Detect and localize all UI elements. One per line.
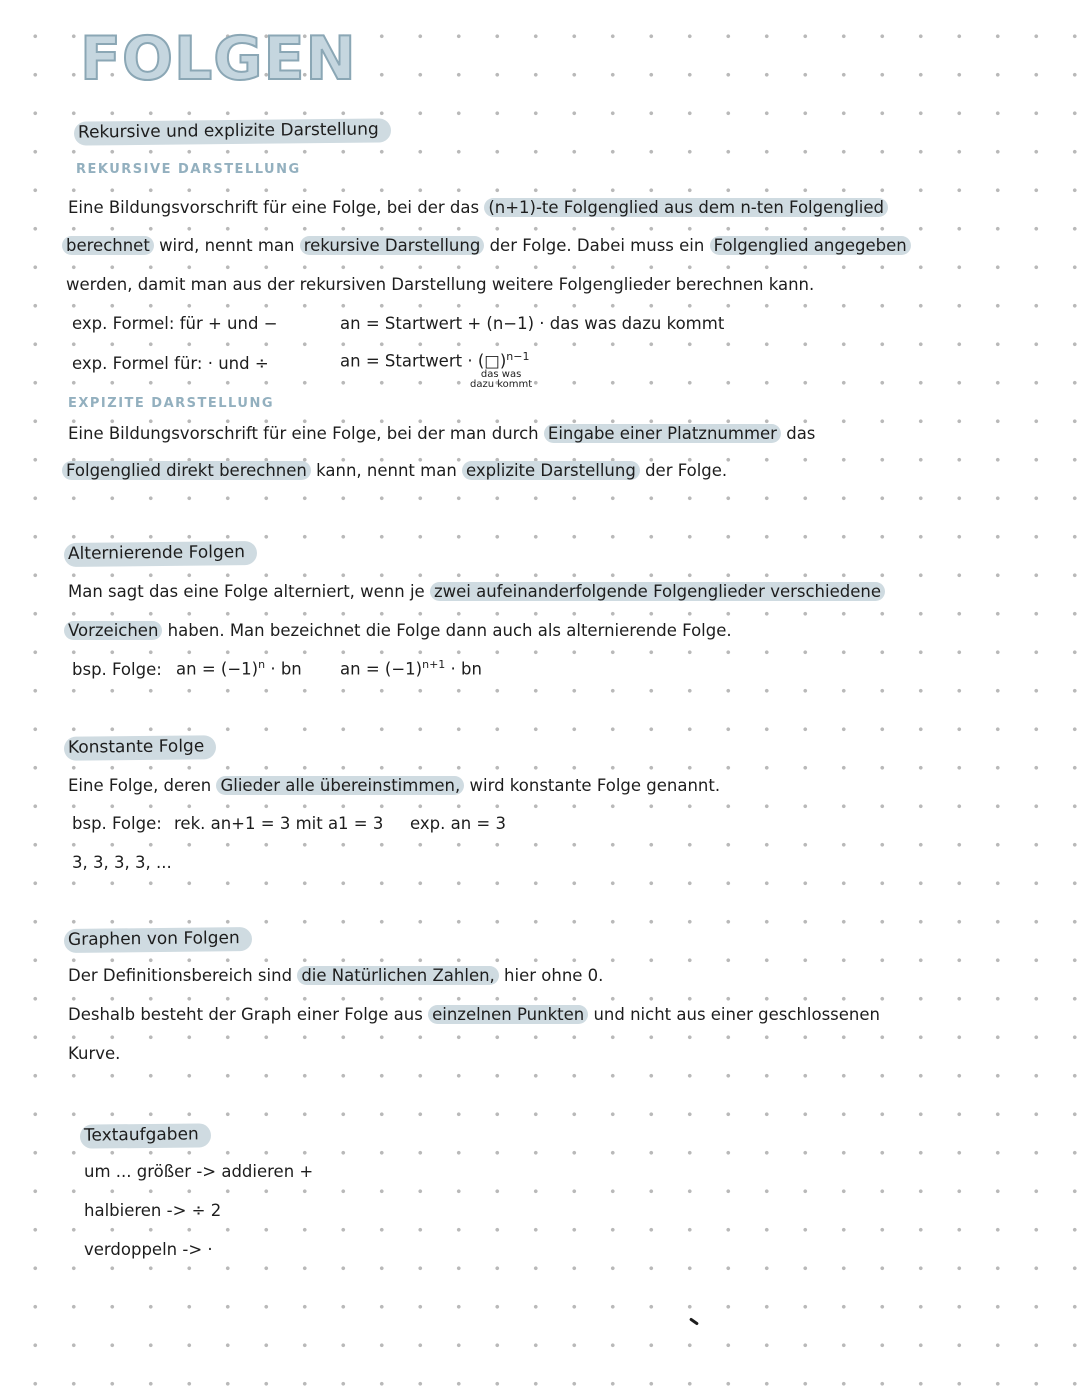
graph-text: Der Definitionsbereich sind [68, 966, 293, 985]
alt-ex2-exp: n+1 [422, 658, 446, 671]
graph-text: hier ohne 0. [504, 966, 604, 985]
alt-line-1 [68, 582, 885, 601]
formula-2 [340, 350, 529, 371]
rek-line-2 [62, 236, 911, 255]
konst-line-1 [68, 776, 720, 795]
rek-highlight: rekursive Darstellung [300, 236, 485, 255]
formula-2-label: exp. Formel für: · und ÷ [72, 354, 269, 373]
exp-text: das [786, 424, 816, 443]
graph-line-2 [68, 1005, 880, 1024]
alt-highlight: Vorzeichen [64, 621, 162, 640]
graph-line-1 [68, 966, 603, 985]
alt-ex2-base: an = (−1) [340, 659, 423, 679]
graph-highlight: die Natürlichen Zahlen, [297, 966, 498, 985]
text-task-2: halbieren -> ÷ 2 [84, 1201, 222, 1220]
graph-highlight: einzelnen Punkten [428, 1005, 588, 1024]
note-line-2: dazu kommt [470, 379, 533, 390]
rek-line-1 [68, 198, 888, 217]
rek-highlight: (n+1)-te Folgenglied aus dem n-ten Folgenglied [484, 198, 888, 217]
section-heading-graphen: Graphen von Folgen [64, 927, 252, 953]
rek-text: wird, nennt man [159, 236, 295, 255]
konst-highlight: Glieder alle übereinstimmen, [216, 776, 464, 795]
konst-text: Eine Folge, deren [68, 776, 212, 795]
exp-line-1 [68, 424, 815, 443]
graph-line-3: Kurve. [68, 1044, 121, 1063]
alt-ex1-exp: n [258, 658, 266, 671]
exp-line-2 [62, 461, 727, 480]
rek-highlight: Folgenglied angegeben [710, 236, 911, 255]
exp-highlight: explizite Darstellung [462, 461, 640, 480]
formula-2-note [470, 370, 532, 390]
text-task-3: verdoppeln -> · [84, 1240, 213, 1259]
formula-2-exponent: n−1 [506, 350, 530, 363]
graph-text: Deshalb besteht der Graph einer Folge aus [68, 1005, 423, 1024]
exp-highlight: Folgenglied direkt berechnen [62, 461, 311, 480]
exp-text: Eine Bildungsvorschrift für eine Folge, bei der man durch [68, 424, 539, 443]
formula-1: an = Startwert + (n−1) · das was dazu kommt [340, 314, 725, 333]
section-heading-alternierend: Alternierende Folgen [64, 541, 257, 567]
label-rekursive: REKURSIVE DARSTELLUNG [76, 162, 301, 177]
section-heading-konstant: Konstante Folge [64, 735, 217, 761]
exp-highlight: Eingabe einer Platznummer [544, 424, 781, 443]
alt-example-label: bsp. Folge: [72, 660, 162, 679]
alt-ex1-tail: · bn [270, 659, 302, 679]
graph-text: und nicht aus einer geschlossenen [593, 1005, 880, 1024]
konst-example-rek: rek. an+1 = 3 mit a1 = 3 [174, 814, 384, 833]
konst-text: wird konstante Folge genannt. [469, 776, 721, 795]
alt-ex2-tail: · bn [450, 659, 482, 679]
formula-1-label: exp. Formel: für + und − [72, 314, 278, 333]
konst-example-label: bsp. Folge: [72, 814, 162, 833]
alt-line-2 [64, 621, 732, 640]
rek-text: der Folge. Dabei muss ein [489, 236, 705, 255]
page-title: FOLGEN [80, 24, 357, 94]
alt-highlight: zwei aufeinanderfolgende Folgenglieder verschiedene [430, 582, 885, 601]
rek-line-3: werden, damit man aus der rekursiven Darstellung weitere Folgenglieder berechnen kann. [66, 275, 815, 294]
rek-text: Eine Bildungsvorschrift für eine Folge, bei der das [68, 198, 480, 217]
konst-example-exp: exp. an = 3 [410, 814, 506, 833]
rek-highlight: berechnet [62, 236, 154, 255]
exp-text: kann, nennt man [316, 461, 457, 480]
label-explizite: EXPIZITE DARSTELLUNG [68, 396, 274, 411]
alt-example-2 [340, 658, 482, 679]
alt-text: haben. Man bezeichnet die Folge dann auch als alternierende Folge. [167, 621, 732, 640]
pen-mark [689, 1317, 699, 1325]
alt-ex1-base: an = (−1) [176, 659, 259, 679]
text-task-1: um ... größer -> addieren + [84, 1162, 314, 1181]
section-heading-darstellung: Rekursive und explizite Darstellung [74, 118, 391, 145]
formula-2-base: an = Startwert · (□) [340, 351, 507, 371]
alt-example-1 [176, 658, 302, 679]
alt-text: Man sagt das eine Folge alterniert, wenn je [68, 582, 425, 601]
exp-text: der Folge. [645, 461, 728, 480]
section-heading-textaufgaben: Textaufgaben [80, 1123, 211, 1148]
konst-sequence: 3, 3, 3, 3, ... [72, 853, 172, 872]
note-line-1: das was [480, 369, 522, 380]
